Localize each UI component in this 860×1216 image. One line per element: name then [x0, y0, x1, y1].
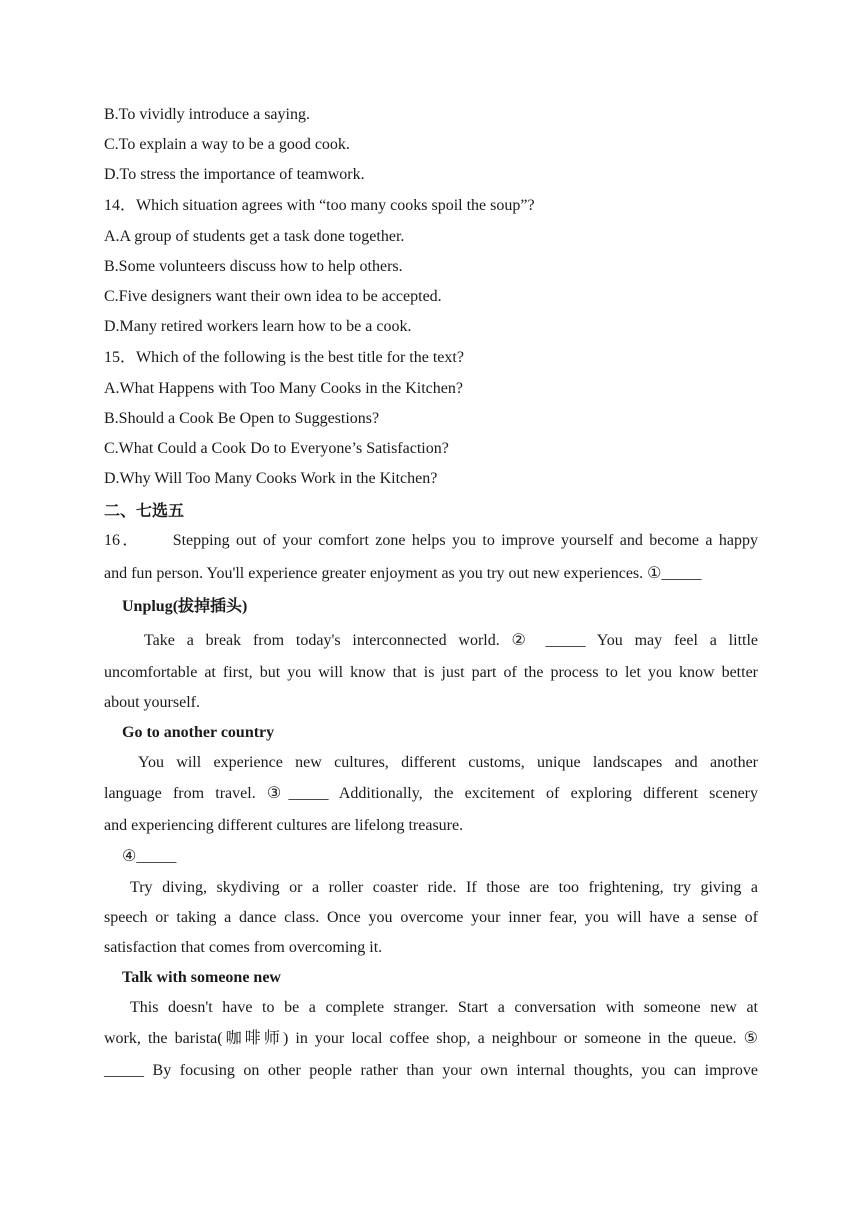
q13-option-c: C.To explain a way to be a good cook. — [104, 136, 350, 153]
q14-option-c: C.Five designers want their own idea to be accepted. — [104, 288, 442, 305]
q15-stem: 15．Which of the following is the best title for the text? — [104, 349, 464, 366]
q15-option-a: A.What Happens with Too Many Cooks in the Kitchen? — [104, 380, 463, 397]
p1-line-3: about yourself. — [104, 694, 200, 711]
p3-line-2: speech or taking a dance class. Once you overcome your inner fear, you will have a sense of — [104, 909, 758, 926]
q14-option-a: A.A group of students get a task done together. — [104, 228, 405, 245]
p4-line-2: work, the barista(咖啡师) in your local coffee shop, a neighbour or someone in the queue. ⑤ — [104, 1030, 758, 1047]
p1-line-1: Take a break from today's interconnected world. ② _____ You may feel a little — [144, 632, 758, 649]
q13-option-b: B.To vividly introduce a saying. — [104, 106, 310, 123]
q14-stem: 14．Which situation agrees with “too many cooks spoil the soup”? — [104, 197, 535, 214]
heading-go-to-another-country: Go to another country — [122, 724, 275, 741]
q15-option-c: C.What Could a Cook Do to Everyone’s Satisfaction? — [104, 440, 449, 457]
p1-line-2: uncomfortable at first, but you will know that is just part of the process to let you know better — [104, 664, 758, 681]
p4-line-3: _____ By focusing on other people rather than your own internal thoughts, you can improve — [104, 1062, 758, 1079]
p3-line-3: satisfaction that comes from overcoming it. — [104, 939, 383, 956]
heading-unplug: Unplug(拔掉插头) — [122, 598, 248, 615]
q13-option-d: D.To stress the importance of teamwork. — [104, 166, 365, 183]
passage-intro-line-2: and fun person. You'll experience greater enjoyment as you try out new experiences. ①_____ — [104, 565, 702, 582]
p4-line-1: This doesn't have to be a complete stranger. Start a conversation with someone new at — [130, 999, 758, 1016]
p2-line-2: language from travel. ③_____ Additionally, the excitement of exploring different scenery — [104, 785, 758, 802]
section-title: 二、七选五 — [104, 501, 185, 520]
document-page — [104, 100, 758, 1087]
q14-option-d: D.Many retired workers learn how to be a cook. — [104, 318, 412, 335]
q15-option-b: B.Should a Cook Be Open to Suggestions? — [104, 410, 380, 427]
heading-talk-with-someone-new: Talk with someone new — [122, 969, 281, 986]
p2-line-1: You will experience new cultures, different customs, unique landscapes and another — [138, 754, 758, 771]
p3-line-1: Try diving, skydiving or a roller coaster ride. If those are too frightening, try giving a — [130, 879, 758, 896]
q15-option-d: D.Why Will Too Many Cooks Work in the Kitchen? — [104, 470, 438, 487]
q14-option-b: B.Some volunteers discuss how to help others. — [104, 258, 403, 275]
blank-4: ④_____ — [122, 848, 177, 865]
passage-intro-line-1: 16． Stepping out of your comfort zone helps you to improve yourself and become a happy — [104, 532, 758, 549]
p2-line-3: and experiencing different cultures are lifelong treasure. — [104, 817, 464, 834]
